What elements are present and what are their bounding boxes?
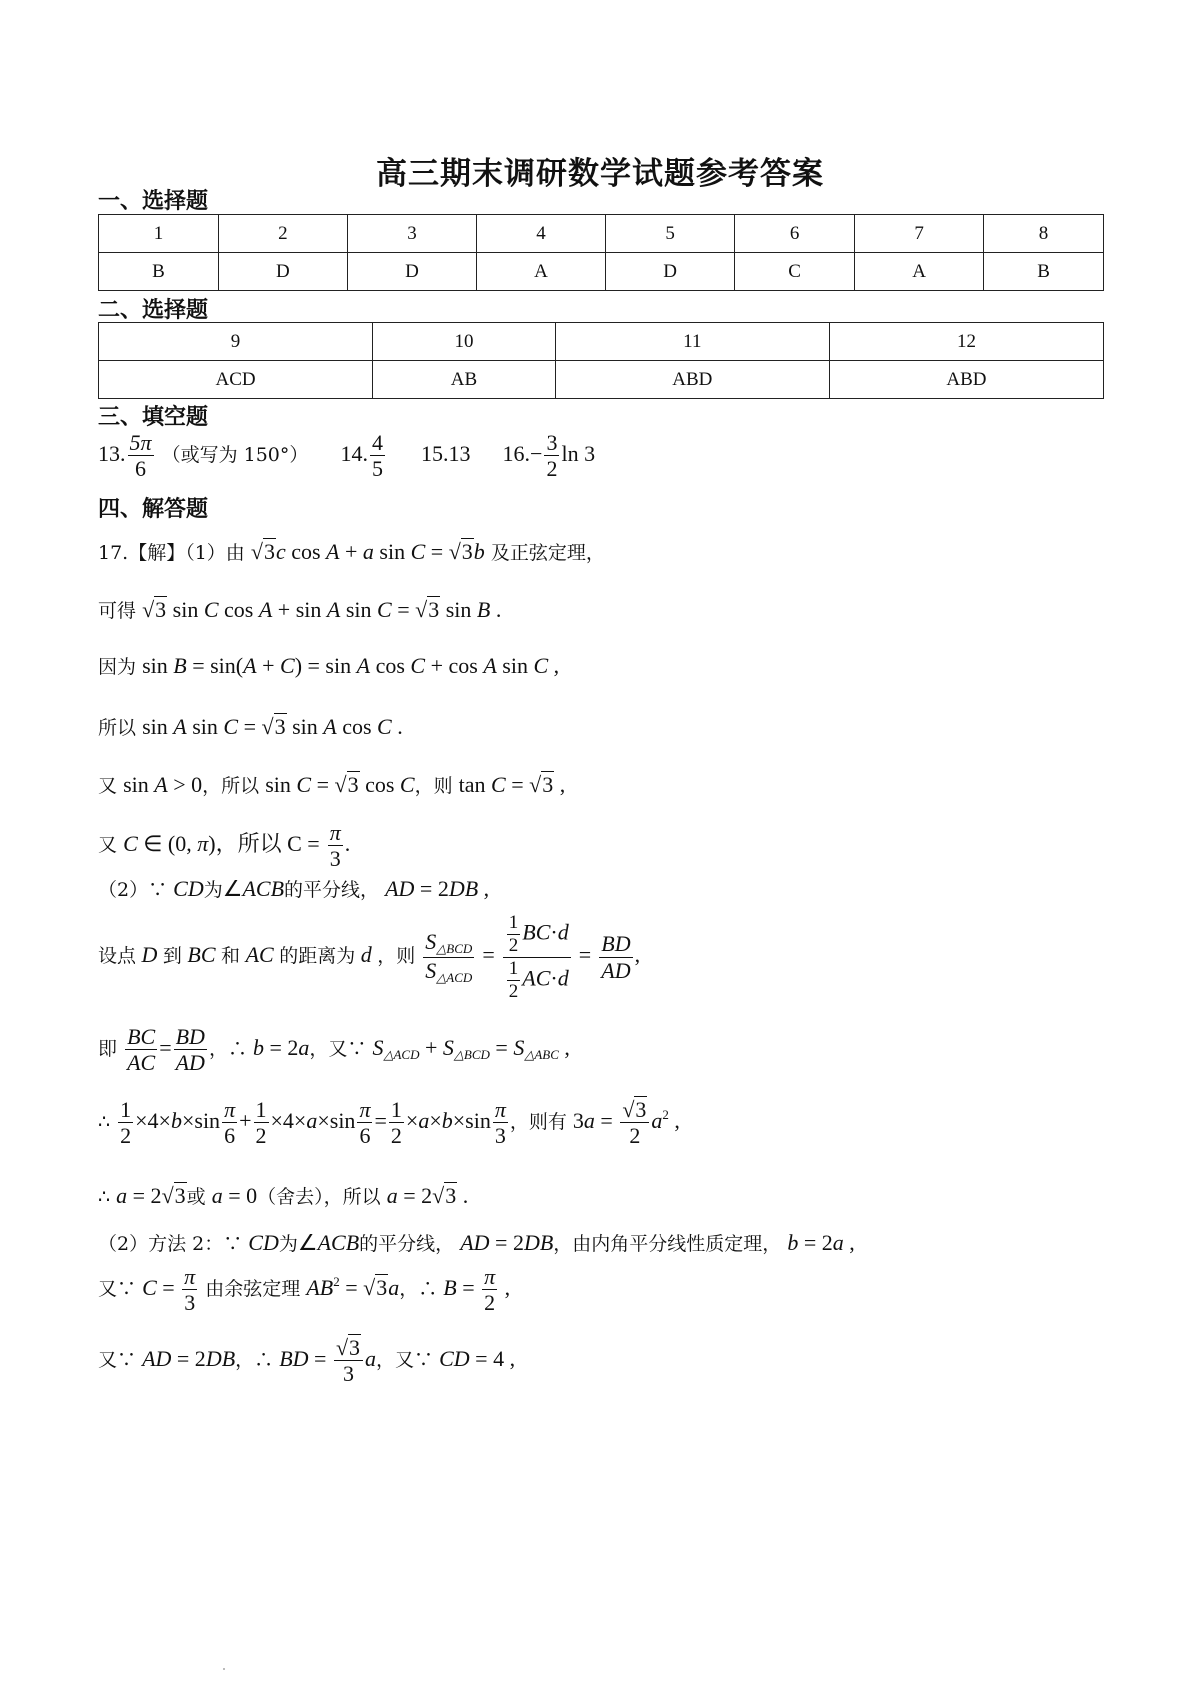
table-cell: B — [984, 253, 1104, 291]
table-cell: 12 — [829, 323, 1103, 361]
table-cell: 2 — [218, 215, 347, 253]
table-cell: AB — [373, 361, 556, 399]
table-cell: 4 — [477, 215, 606, 253]
section-heading-3: 三、填空题 — [98, 404, 209, 430]
solution-line-1: 17.【解】（1）由 √3c cos A + a sin C = √3b 及正弦定理， — [98, 539, 605, 564]
table-cell: 3 — [347, 215, 476, 253]
solution-line-5: 又 sin A > 0，所以 sin C = √3 cos C，则 tan C = √3 , — [98, 772, 566, 797]
solution-line-13: 又∵ C = $\frac{\pi}{3}$ 由余弦定理 $AB^2 = √3a$，∴ B = $\frac{\pi}{2}$ , — [98, 1264, 511, 1316]
solution-line-10: ∴ $\frac{1}{2}$ ×4×b×sin $\frac{\pi}{6}$ + $\frac{1}{2}$ ×4×a×sin $\frac{\pi}{6}$ = $\frac{1}{2}$ ×a×b×sin $\frac{\pi}{3}$ ，则有 3a = $\frac{√3}{2}$ $a^2$ , — [98, 1097, 680, 1149]
table-cell: ACD — [99, 361, 373, 399]
table-cell: B — [99, 253, 219, 291]
q16-label: 16.− — [502, 440, 543, 466]
q16-fraction: $\frac{3}{2}$ — [546, 430, 558, 482]
table-cell: D — [218, 253, 347, 291]
table-row — [99, 323, 1104, 361]
table-row — [99, 215, 1104, 253]
solution-line-14: 又∵ AD = 2DB，∴ BD = $\frac{√3}{3}$ a，又∵ CD = 4 , — [98, 1335, 516, 1387]
scan-speck — [223, 1668, 225, 1670]
table-cell: C — [735, 253, 855, 291]
solution-line-2: 可得 √3 sin C cos A + sin A sin C = √3 sin B . — [98, 597, 502, 622]
table-cell: ABD — [555, 361, 829, 399]
section-heading-2: 二、选择题 — [98, 297, 209, 323]
solution-line-6: 又 C ∈ (0, π)，所以 C = $\frac{\pi}{3}$ . — [98, 820, 351, 872]
section-heading-4: 四、解答题 — [98, 496, 209, 522]
solution-line-3: 因为 sin B = sin(A + C) = sin A cos C + cos A sin C , — [98, 653, 560, 678]
table-cell: 1 — [99, 215, 219, 253]
solution-line-12: （2）方法 2：∵ CD为∠ACB的平分线， AD = 2DB，由内角平分线性质定理， b = 2a , — [98, 1230, 855, 1255]
table-cell: 7 — [855, 215, 984, 253]
table-row — [99, 361, 1104, 399]
q14-label: 14. — [340, 440, 368, 466]
table-cell: A — [855, 253, 984, 291]
q13-label: 13. — [98, 440, 126, 466]
solution-line-7: （2）∵ CD为∠ACB的平分线， AD = 2DB , — [98, 876, 490, 901]
table-cell: D — [606, 253, 735, 291]
table-cell: A — [477, 253, 606, 291]
answer-table-2 — [98, 322, 1104, 399]
table-cell: 9 — [99, 323, 373, 361]
table-cell: 10 — [373, 323, 556, 361]
fill-answers — [98, 430, 595, 482]
section-heading-1: 一、选择题 — [98, 188, 209, 214]
q14-fraction: $\frac{4}{5}$ — [371, 430, 383, 482]
q15-answer: 15.13 — [420, 440, 471, 466]
answer-table-1 — [98, 214, 1104, 291]
q13-note: （或写为 150°） — [161, 443, 309, 466]
page-title: 高三期末调研数学试题参考答案 — [376, 156, 824, 192]
solution-line-11: ∴ a = 2√3或 a = 0（舍去），所以 a = 2√3 . — [98, 1183, 469, 1208]
table-cell: 5 — [606, 215, 735, 253]
table-row — [99, 253, 1104, 291]
table-cell: 11 — [555, 323, 829, 361]
solution-line-9: 即 $\frac{BC}{AC}$ = $\frac{BD}{AD}$ ，∴ b = 2a，又∵ $S_{\triangle ACD} + S_{\triangle BCD} = S_{\triangle ABC}$ , — [98, 1024, 570, 1076]
table-cell: D — [347, 253, 476, 291]
q16-tail: ln 3 — [561, 440, 596, 466]
table-cell: 6 — [735, 215, 855, 253]
table-cell: ABD — [829, 361, 1103, 399]
solution-line-8: 设点 D 到 BC 和 AC 的距离为 d ，则 $\frac{S_{\triangle BCD}}{S_{\triangle ACD}}$ = $\frac{1}{2}$ BC·d $\frac{1}{2}$ AC·d = $\frac{BD}{AD}$ , — [98, 912, 641, 1002]
table-cell: 8 — [984, 215, 1104, 253]
q13-fraction: $\frac{5\pi}{6}$ — [129, 430, 152, 482]
solution-line-4: 所以 sin A sin C = √3 sin A cos C . — [98, 714, 403, 739]
